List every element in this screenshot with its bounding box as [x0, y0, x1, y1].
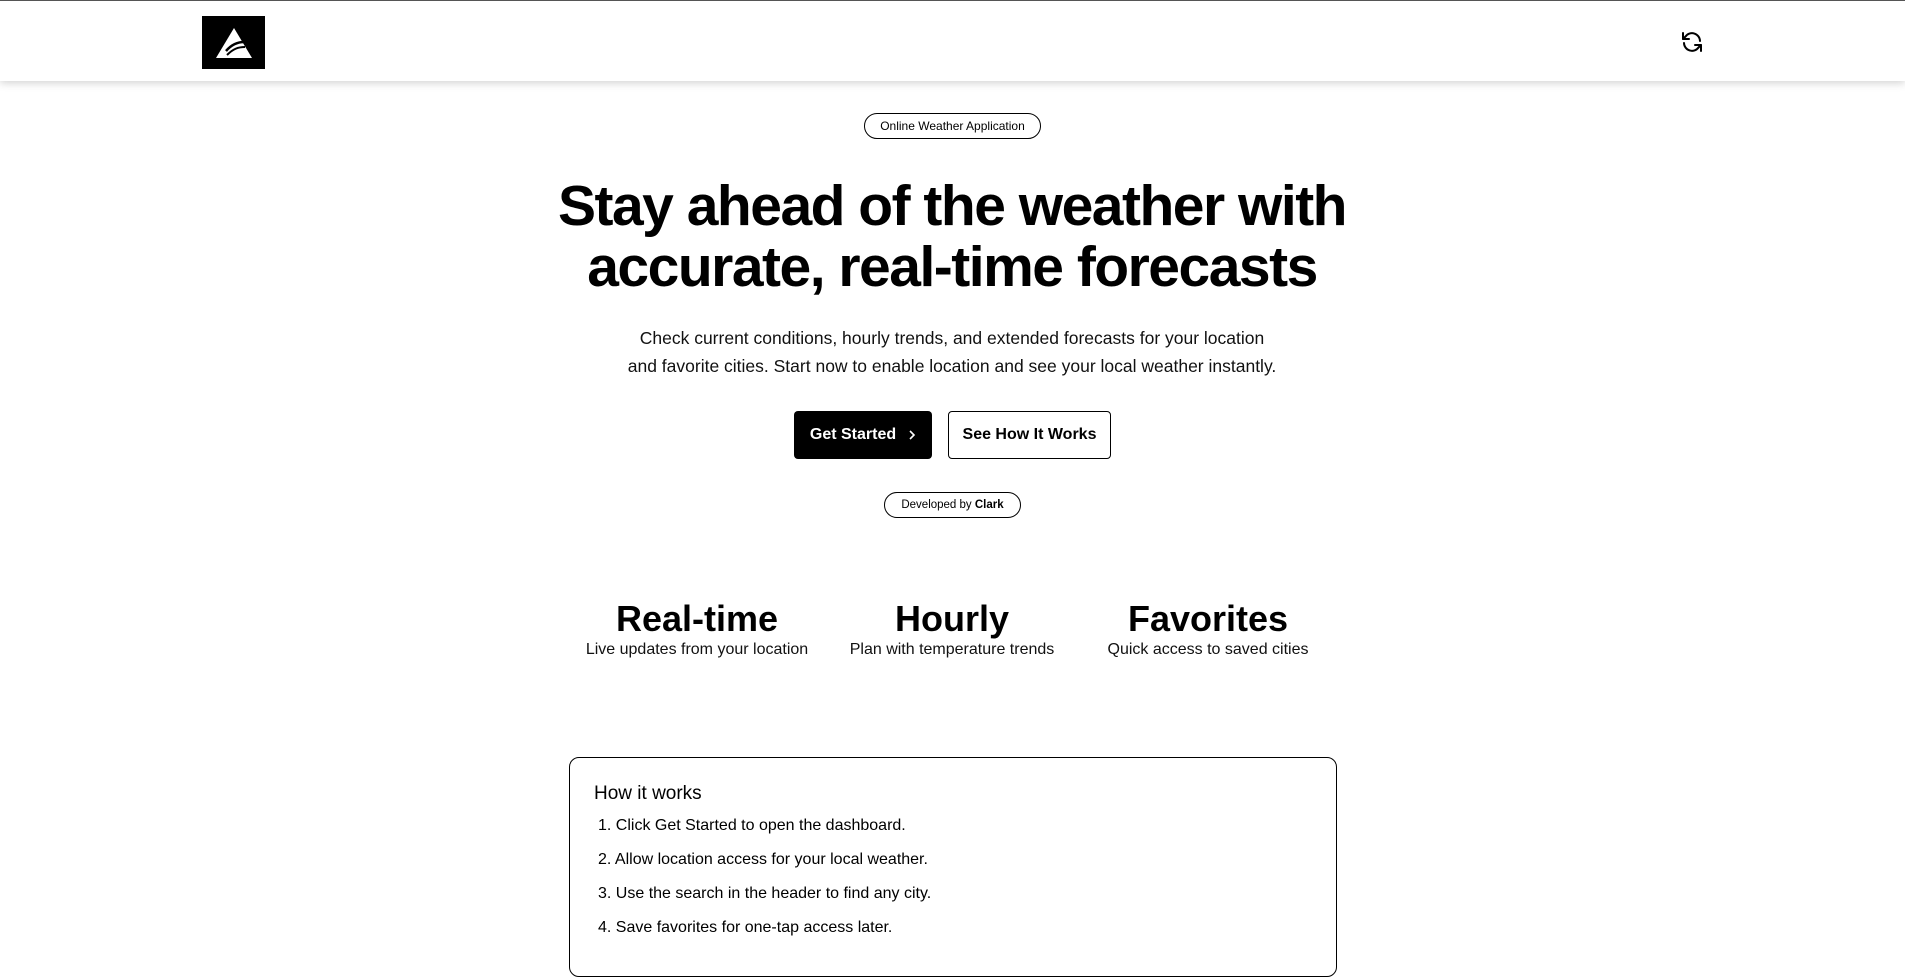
get-started-button[interactable] — [794, 411, 932, 459]
stat-subtitle: Plan with temperature trends — [849, 641, 1055, 658]
step-item: 4. Save favorites for one-tap access later. — [598, 919, 893, 936]
stat-favorites — [1088, 599, 1328, 660]
app-logo[interactable] — [202, 16, 265, 69]
step-item: 1. Click Get Started to open the dashboard. — [598, 817, 906, 834]
developer-name: Clark — [974, 499, 1004, 511]
hero-subtitle — [552, 324, 1352, 380]
refresh-button[interactable] — [1678, 28, 1706, 56]
feather-triangle-logo-icon — [214, 25, 254, 61]
stat-subtitle: Quick access to saved cities — [1107, 641, 1309, 658]
chevron-right-icon — [908, 429, 916, 441]
stat-realtime — [577, 599, 817, 660]
hero-subtitle-line-1: Check current conditions, hourly trends, and extended forecasts for your location — [639, 328, 1265, 348]
developer-row — [0, 492, 1905, 518]
step-item: 3. Use the search in the header to find any city. — [598, 885, 932, 902]
developer-badge — [884, 492, 1020, 518]
step-item: 2. Allow location access for your local weather. — [598, 851, 928, 868]
hero-subtitle-line-2: and favorite cities. Start now to enable location and see your local weather instantly. — [627, 356, 1277, 376]
app-type-badge: Online Weather Application — [864, 113, 1041, 139]
stat-title: Favorites — [1127, 598, 1289, 639]
how-it-works-card — [569, 757, 1337, 977]
badge-row — [0, 113, 1905, 139]
how-it-works-title: How it works — [594, 783, 702, 804]
see-how-it-works-button[interactable] — [948, 411, 1111, 459]
see-how-it-works-label: See How It Works — [962, 426, 1097, 443]
stat-subtitle: Live updates from your location — [585, 641, 809, 658]
stat-title: Hourly — [894, 598, 1009, 639]
top-navigation-bar — [0, 0, 1905, 81]
stat-hourly — [832, 599, 1072, 660]
refresh-icon — [1680, 30, 1704, 54]
hero-title-line-1: Stay ahead of the weather with — [557, 174, 1346, 238]
get-started-label: Get Started — [809, 426, 897, 443]
developer-prefix: Developed by — [901, 499, 972, 511]
hero-title — [452, 176, 1452, 298]
how-it-works-steps — [594, 816, 1312, 938]
hero-title-line-2: accurate, real-time forecasts — [587, 235, 1317, 299]
stat-title: Real-time — [615, 598, 779, 639]
